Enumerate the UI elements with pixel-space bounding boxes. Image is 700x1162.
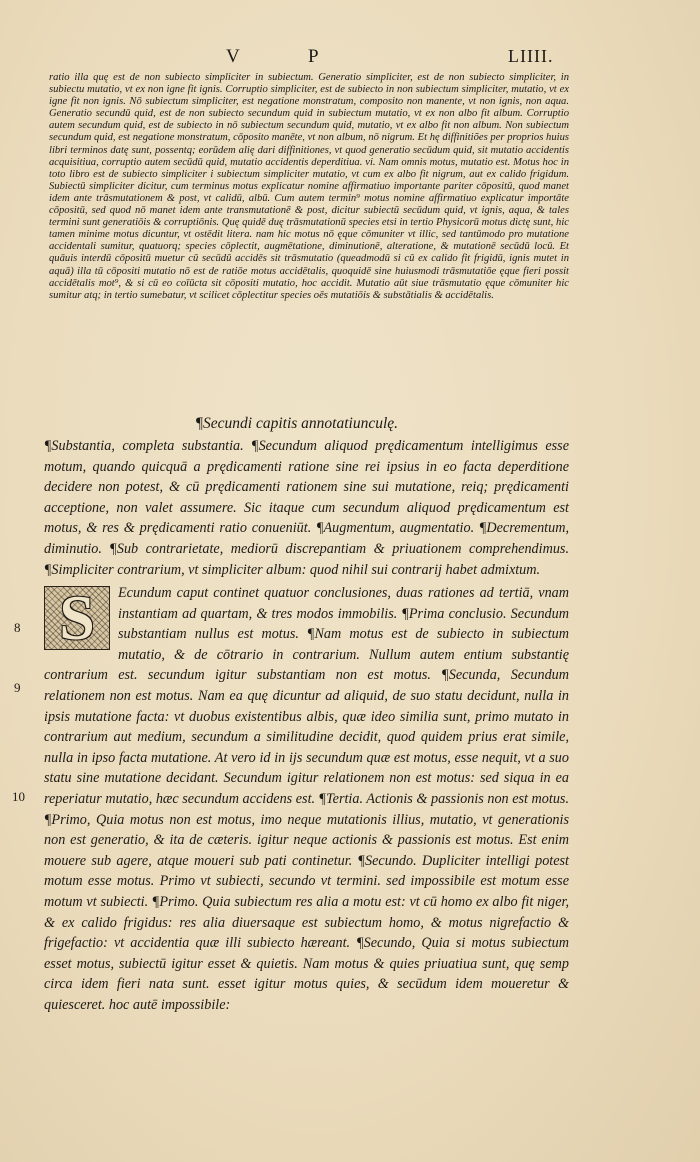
main-text-block <box>44 583 569 1015</box>
margin-number: 10 <box>12 789 25 804</box>
annotations-paragraph: ¶Substantia, completa substantia. ¶Secundum aliquod prędicamentum intelligimus esse motum, quando quicquā a prędicamenti ratione sine rei ipsius in eo facta deperditione decidere non potest, & cū prędicamenti rationem sine sui mutatione, reiq; prędicamenti acceptione, non valet assumere. Sic itaque cum secundum aliquod prędicamentum est motus, & res & prędicamenti ratio conueniūt. ¶Augmentum, augmentatio. ¶Decrementum, diminutio. ¶Sub contrarietate, mediorū discrepantiam & priuationem comprehendimus. ¶Simpliciter contrarium, vt simpliciter album: quod nihil sui contrarij habet admixtum. <box>44 438 569 578</box>
commentary-paragraph: ratio illa quę est de non subiecto simpliciter in subiectum. Generatio simpliciter, est de non subiecto simpliciter, in subiectu mutatio, vt ex non igne fit ignis. Corruptio simpliciter, est de subiecto in non subiectum simpliciter, mutatio, vt ex igne fit non ignis. Nō subiectum simpliciter, est negatione monstratum, composito non manente, vt non ignis, non aqua. Generatio secundū quid, est de non subiecto secundum quid in subiectum mutatio, vt ex non albo fit album. Corruptio autem secundum quid, est de subiecto in nō subiectum secundum quid, mutatio, vt ex albo fit non album. Non subiectum secundum quid, est negatione monstratum, cōposito manēte, vt non album, nō nigrum. Et hę diffinitiões per proprios huius libri terminos datę sunt, possentq; eorūdem alię dari diffinitiones, vt quod generatio secūdum quid, sit mutatio accidentis acquisitiua, corruptio autem secūdū quid, mutatio accidentis deperditiua. vi. Nam omnis motus, mutatio est. Motus hoc in toto libro est de subiecto simpliciter i subiectum simpliciter mutatio, vt cum ex albo fit nigrum, aut ex calido frigidum. Subiectū simpliciter dicitur, cum terminus motus explicatur nomine affirmatiuo importante pariter cōpositū, quod manet idem ante trāsmutationem & post, vt calidū, albū. Cum autem termin⁹ motus nomine affirmatiuo explicatur importāte cōpositū, sed quod nō manet idem ante transmutationē & post, dicitur subiectū secūdum quid, vt ignis, aqua, & tales termini sunt generatiōis & corruptiōnis. Quę quidē duę trāsmutationū species etsi in tertio Physicorū motus dictę sunt, hic tamen minime motus dicuntur, vt ostēdit litera. nam hic motus nō ęque cōmuniter vt illic, sed tantūmodo pro mutatione accidentali sumitur, quatuorq; species cōplectit, augmētatione, diminutionē, alteratione, & mutationē secūdū locū. Et quāuis interdū cōpositū muetur cū secūdū accidēs sit trāsmutatio (queadmodū si cū ex calido fit frigidū, ignis mutet in aquā) illa tū cōpositi mutatio nō est de ratiōe motus accidētalis, quoquidē sine huiusmodi trāsmutatiōe ęque fieri possit accidētalis mot⁹, & si cū eo coīūcta sit cōpositi mutatio, hoc accidit. Mutatio aūt siue trāsmutatio ęque cōmuniter hic sumitur atq; in tertio sumebatur, vt scilicet cōplectitur species oēs mutatiōis & substātialis & accidētalis. <box>49 72 569 301</box>
margin-number: 9 <box>14 680 21 695</box>
main-paragraph: Ecundum caput continet quatuor conclusiones, duas rationes ad tertiā, vnam instantiam ad quartam, & tres modos immobilis. ¶Prima conclusio. Secundum substantiam nullus est motus. ¶Nam motus est de subiecto in subiectum mutatio, & de cōtrario in contrarium. Nullum autem entium substantię contrarium est. secundum igitur substantiam non est motus. ¶Secunda, Secundum relationem non est motus. Nam ea quę dicuntur ad aliquid, de suo statu decidunt, nulla in ipsis mutatione facta: vt duobus existentibus albis, quæ ideo similia sunt, primo mutato in contrarium aut medium, secundum a similitudine decidit, quod quidem prius erat simile, nulla in ipso facta mutatione. At vero id in ijs secundum quæ est motus, esse nequit, vt a suo statu sine mutatione decidant. Secundum igitur relationem non est motus: sed siqua in ea reperiatur mutatio, hæc secundum accidens est. ¶Tertia. Actionis & passionis non est motus. ¶Primo, Quia motus non est motus, imo neque mutationis illius, mutatio, vt generationis non est generatio, & ita de cæteris. igitur neque actionis & passionis est motus. Est enim mouere sub agere, atque moueri sub pati continetur. ¶Secundo. Dupliciter intelligi potest motum esse motus. Primo vt subiecti, secundo vt termini. sed impossibile est motum esse motum vt subiecti. ¶Primo. Quia subiectum res alia a motu est: vt cū homo ex albo fit niger, & ex calido frigidus: res alia diuersaque est subiectum homo, & motus nigrefactio & frigefactio: vt accidentia quæ illi subiecto hæreant. ¶Secundo, Quia si motus subiectum esset motus, subiectū igitur esset & quietis. Nam motus & quies priuatiua sunt, quę semp circa idem fieri nata sunt. esset igitur motus quies, & secūdum idem moueretur & quiesceret. hoc autē impossibile: <box>44 585 569 1013</box>
running-header <box>0 46 700 70</box>
initial-letter: S <box>59 582 95 653</box>
annotations-block <box>44 436 569 580</box>
pilcrow-icon: ¶ <box>196 415 204 432</box>
header-middle: P <box>308 46 319 67</box>
annotation-heading-text: Secundi capitis annotatiunculę. <box>203 415 399 432</box>
annotation-heading <box>196 415 398 433</box>
margin-number: 8 <box>14 620 21 635</box>
decorated-initial-icon <box>44 582 110 653</box>
commentary-block <box>49 72 569 302</box>
header-left: V <box>226 46 241 67</box>
folio-number: LIIII. <box>508 46 554 66</box>
